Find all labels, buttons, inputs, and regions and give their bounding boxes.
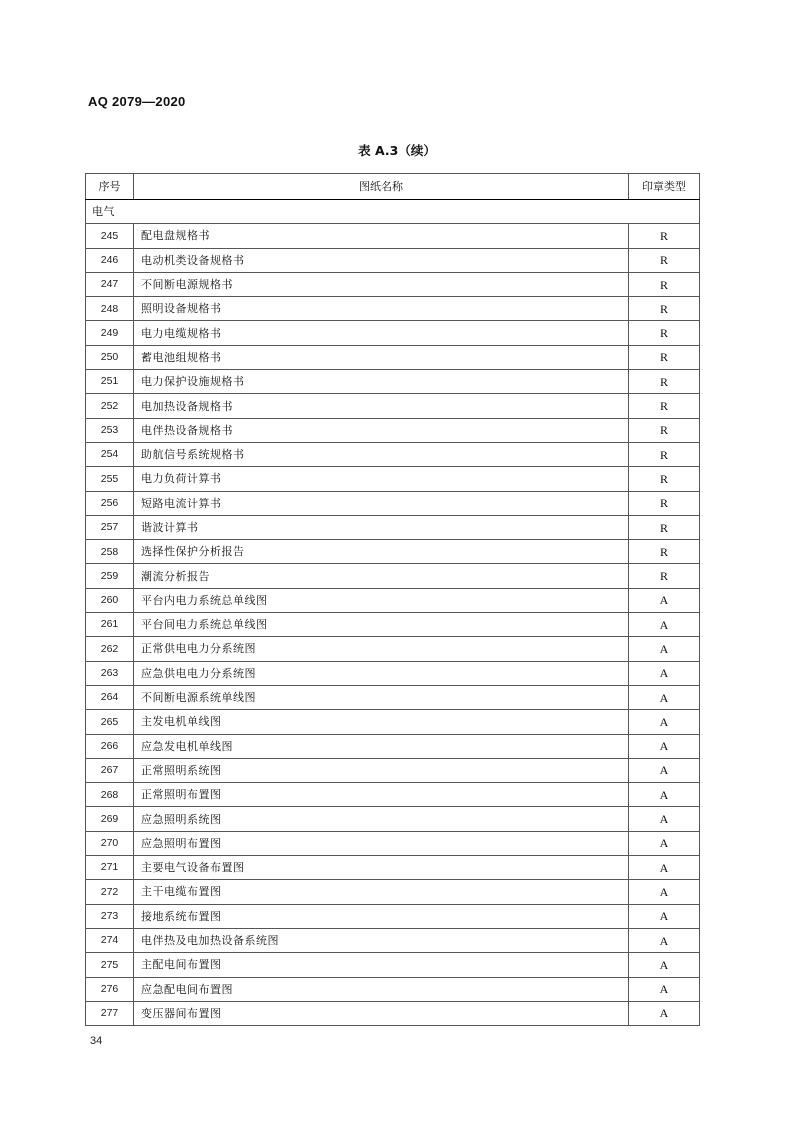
seal-type-cell: A — [629, 613, 700, 637]
table-header-row — [86, 174, 700, 200]
table-row — [86, 321, 700, 345]
seal-type-cell: A — [629, 1001, 700, 1025]
seal-type-cell: R — [629, 248, 700, 272]
drawing-name-cell: 谐波计算书 — [134, 515, 629, 539]
drawing-name-cell: 配电盘规格书 — [134, 224, 629, 248]
row-number-cell: 250 — [86, 345, 134, 369]
drawing-name-cell: 应急配电间布置图 — [134, 977, 629, 1001]
row-number-cell: 249 — [86, 321, 134, 345]
seal-type-cell: R — [629, 370, 700, 394]
section-label: 电气 — [86, 200, 700, 224]
row-number-cell: 264 — [86, 685, 134, 709]
drawing-name-cell: 主干电缆布置图 — [134, 880, 629, 904]
table-row — [86, 831, 700, 855]
drawing-name-cell: 正常照明系统图 — [134, 758, 629, 782]
row-number-cell: 246 — [86, 248, 134, 272]
drawing-name-cell: 主配电间布置图 — [134, 953, 629, 977]
table-row — [86, 297, 700, 321]
drawing-name-cell: 电加热设备规格书 — [134, 394, 629, 418]
table-row — [86, 928, 700, 952]
seal-type-cell: A — [629, 588, 700, 612]
drawing-name-cell: 应急照明布置图 — [134, 831, 629, 855]
seal-type-cell: R — [629, 224, 700, 248]
seal-type-cell: A — [629, 953, 700, 977]
row-number-cell: 270 — [86, 831, 134, 855]
seal-type-cell: R — [629, 467, 700, 491]
column-header-no: 序号 — [86, 174, 134, 200]
drawing-name-cell: 选择性保护分析报告 — [134, 540, 629, 564]
table-row — [86, 540, 700, 564]
column-header-name: 图纸名称 — [134, 174, 629, 200]
drawing-name-cell: 正常照明布置图 — [134, 783, 629, 807]
seal-type-cell: R — [629, 272, 700, 296]
row-number-cell: 253 — [86, 418, 134, 442]
row-number-cell: 275 — [86, 953, 134, 977]
column-header-seal: 印章类型 — [629, 174, 700, 200]
seal-type-cell: A — [629, 661, 700, 685]
drawing-name-cell: 电力负荷计算书 — [134, 467, 629, 491]
table-title: 表 A.3（续） — [358, 143, 436, 158]
table-row — [86, 224, 700, 248]
drawing-name-cell: 应急供电电力分系统图 — [134, 661, 629, 685]
drawing-name-cell: 主要电气设备布置图 — [134, 856, 629, 880]
seal-type-cell: R — [629, 564, 700, 588]
table-row — [86, 734, 700, 758]
table-row — [86, 370, 700, 394]
seal-type-cell: A — [629, 783, 700, 807]
row-number-cell: 245 — [86, 224, 134, 248]
drawing-name-cell: 主发电机单线图 — [134, 710, 629, 734]
row-number-cell: 257 — [86, 515, 134, 539]
drawing-name-cell: 电伴热及电加热设备系统图 — [134, 928, 629, 952]
seal-type-cell: A — [629, 758, 700, 782]
row-number-cell: 277 — [86, 1001, 134, 1025]
table-row — [86, 710, 700, 734]
row-number-cell: 271 — [86, 856, 134, 880]
table-row — [86, 467, 700, 491]
drawing-name-cell: 平台间电力系统总单线图 — [134, 613, 629, 637]
table-row — [86, 637, 700, 661]
seal-type-cell: R — [629, 297, 700, 321]
table-row — [86, 248, 700, 272]
seal-type-cell: R — [629, 345, 700, 369]
row-number-cell: 255 — [86, 467, 134, 491]
table-row — [86, 880, 700, 904]
row-number-cell: 251 — [86, 370, 134, 394]
table-row — [86, 442, 700, 466]
drawing-name-cell: 蓄电池组规格书 — [134, 345, 629, 369]
drawing-name-cell: 应急发电机单线图 — [134, 734, 629, 758]
drawing-list-table — [85, 173, 700, 1026]
drawing-name-cell: 电力电缆规格书 — [134, 321, 629, 345]
table-row — [86, 783, 700, 807]
seal-type-cell: A — [629, 831, 700, 855]
seal-type-cell: A — [629, 880, 700, 904]
row-number-cell: 273 — [86, 904, 134, 928]
row-number-cell: 265 — [86, 710, 134, 734]
drawing-name-cell: 电动机类设备规格书 — [134, 248, 629, 272]
row-number-cell: 276 — [86, 977, 134, 1001]
row-number-cell: 254 — [86, 442, 134, 466]
table-row — [86, 807, 700, 831]
seal-type-cell: R — [629, 321, 700, 345]
row-number-cell: 263 — [86, 661, 134, 685]
seal-type-cell: A — [629, 710, 700, 734]
row-number-cell: 274 — [86, 928, 134, 952]
drawing-name-cell: 照明设备规格书 — [134, 297, 629, 321]
seal-type-cell: R — [629, 418, 700, 442]
table-row — [86, 345, 700, 369]
table-row — [86, 953, 700, 977]
table-row — [86, 856, 700, 880]
table-row — [86, 661, 700, 685]
seal-type-cell: R — [629, 515, 700, 539]
row-number-cell: 259 — [86, 564, 134, 588]
row-number-cell: 248 — [86, 297, 134, 321]
row-number-cell: 260 — [86, 588, 134, 612]
drawing-name-cell: 平台内电力系统总单线图 — [134, 588, 629, 612]
drawing-name-cell: 应急照明系统图 — [134, 807, 629, 831]
drawing-name-cell: 正常供电电力分系统图 — [134, 637, 629, 661]
table-row — [86, 272, 700, 296]
seal-type-cell: A — [629, 856, 700, 880]
table-row — [86, 685, 700, 709]
row-number-cell: 267 — [86, 758, 134, 782]
table-row — [86, 904, 700, 928]
table-row — [86, 515, 700, 539]
page-number: 34 — [90, 1035, 103, 1047]
row-number-cell: 268 — [86, 783, 134, 807]
seal-type-cell: A — [629, 928, 700, 952]
seal-type-cell: R — [629, 491, 700, 515]
drawing-name-cell: 电伴热设备规格书 — [134, 418, 629, 442]
table-row — [86, 758, 700, 782]
table-row — [86, 564, 700, 588]
row-number-cell: 261 — [86, 613, 134, 637]
drawing-name-cell: 助航信号系统规格书 — [134, 442, 629, 466]
drawing-name-cell: 不间断电源规格书 — [134, 272, 629, 296]
table-row — [86, 977, 700, 1001]
drawing-name-cell: 变压器间布置图 — [134, 1001, 629, 1025]
row-number-cell: 266 — [86, 734, 134, 758]
table-row — [86, 1001, 700, 1025]
drawing-name-cell: 电力保护设施规格书 — [134, 370, 629, 394]
row-number-cell: 256 — [86, 491, 134, 515]
row-number-cell: 252 — [86, 394, 134, 418]
document-code: AQ 2079—2020 — [88, 94, 186, 109]
seal-type-cell: A — [629, 637, 700, 661]
table-row — [86, 613, 700, 637]
table-row — [86, 418, 700, 442]
drawing-name-cell: 潮流分析报告 — [134, 564, 629, 588]
table-row — [86, 588, 700, 612]
seal-type-cell: A — [629, 807, 700, 831]
seal-type-cell: R — [629, 442, 700, 466]
section-row — [86, 200, 700, 224]
row-number-cell: 258 — [86, 540, 134, 564]
seal-type-cell: A — [629, 734, 700, 758]
seal-type-cell: A — [629, 904, 700, 928]
seal-type-cell: A — [629, 977, 700, 1001]
seal-type-cell: R — [629, 394, 700, 418]
table-row — [86, 394, 700, 418]
drawing-name-cell: 接地系统布置图 — [134, 904, 629, 928]
seal-type-cell: A — [629, 685, 700, 709]
table-row — [86, 491, 700, 515]
row-number-cell: 262 — [86, 637, 134, 661]
drawing-name-cell: 不间断电源系统单线图 — [134, 685, 629, 709]
row-number-cell: 247 — [86, 272, 134, 296]
drawing-name-cell: 短路电流计算书 — [134, 491, 629, 515]
row-number-cell: 269 — [86, 807, 134, 831]
seal-type-cell: R — [629, 540, 700, 564]
row-number-cell: 272 — [86, 880, 134, 904]
